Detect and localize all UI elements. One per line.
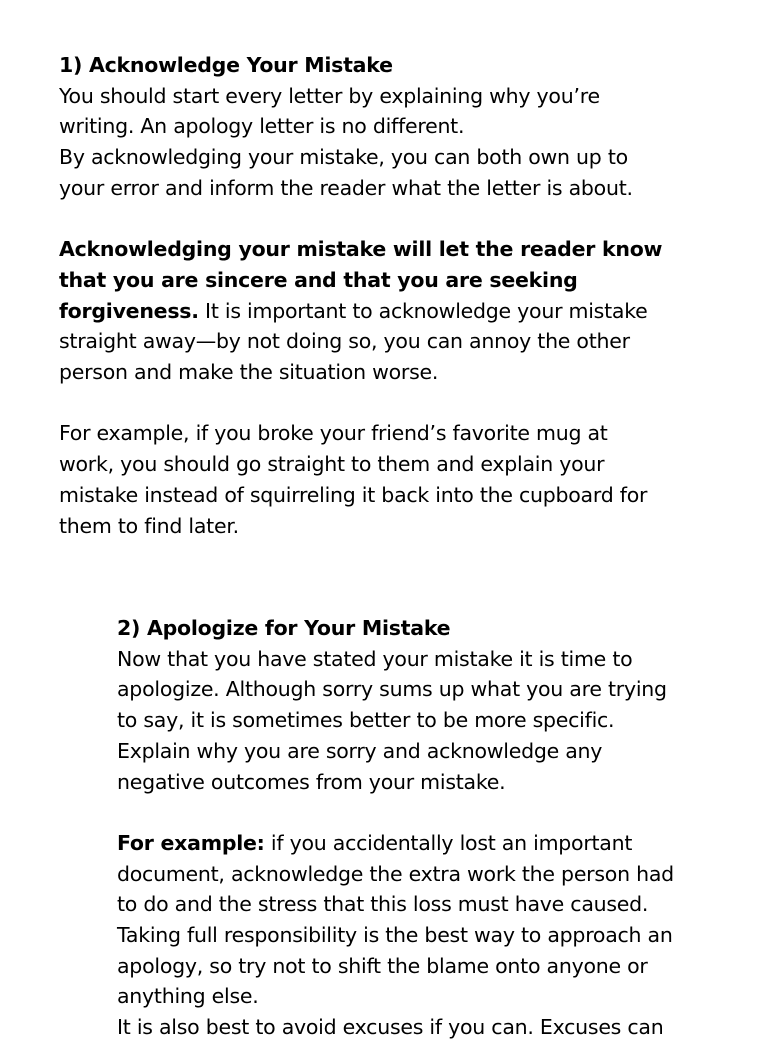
paragraph-line: to do and the stress that this loss must have caused. [117, 892, 649, 917]
paragraph-line-cut-off: It is also best to avoid excuses if you can. Excuses can [117, 1015, 664, 1040]
paragraph-gap [59, 388, 662, 419]
paragraph-line: writing. An apology letter is no different. [59, 114, 465, 139]
section-acknowledge [59, 50, 662, 541]
section-apologize [117, 613, 674, 1043]
example-label: For example: [117, 830, 265, 855]
section-heading: 2) Apologize for Your Mistake [117, 616, 451, 640]
paragraph-text: if you accidentally lost an important [264, 830, 633, 855]
paragraph-line: person and make the situation worse. [59, 360, 439, 385]
paragraph-gap [59, 204, 662, 235]
paragraph-line: apologize. Although sorry sums up what you are trying [117, 677, 667, 702]
paragraph-line: mistake instead of squirreling it back into the cupboard for [59, 482, 648, 507]
paragraph-line: your error and inform the reader what the letter is about. [59, 175, 633, 200]
bold-statement-end: forgiveness. [59, 298, 199, 323]
paragraph-line: apology, so try not to shift the blame onto anyone or [117, 953, 648, 978]
paragraph-line: straight away—by not doing so, you can annoy the other [59, 329, 630, 354]
paragraph-line: You should start every letter by explaining why you’re [59, 83, 600, 108]
paragraph-line: anything else. [117, 984, 259, 1009]
paragraph-line: Explain why you are sorry and acknowledge any [117, 738, 603, 763]
paragraph-line: negative outcomes from your mistake. [117, 769, 506, 794]
paragraph-line: them to find later. [59, 513, 239, 538]
paragraph-line: to say, it is sometimes better to be more specific. [117, 708, 615, 733]
paragraph-line: For example, if you broke your friend’s favorite mug at [59, 421, 608, 446]
paragraph-line: By acknowledging your mistake, you can both own up to [59, 145, 628, 170]
paragraph-line: work, you should go straight to them and explain your [59, 452, 605, 477]
paragraph-line: document, acknowledge the extra work the person had [117, 861, 674, 886]
paragraph-line: Taking full responsibility is the best way to approach an [117, 923, 673, 948]
mixed-line [59, 296, 662, 327]
bold-statement-line: that you are sincere and that you are seeking [59, 267, 578, 292]
section-heading: 1) Acknowledge Your Mistake [59, 53, 393, 77]
paragraph-gap [117, 797, 674, 828]
mixed-line [117, 828, 674, 859]
paragraph-text: It is important to acknowledge your mistake [198, 298, 648, 323]
paragraph-line: Now that you have stated your mistake it is time to [117, 646, 633, 671]
bold-statement-line: Acknowledging your mistake will let the reader know [59, 237, 663, 262]
